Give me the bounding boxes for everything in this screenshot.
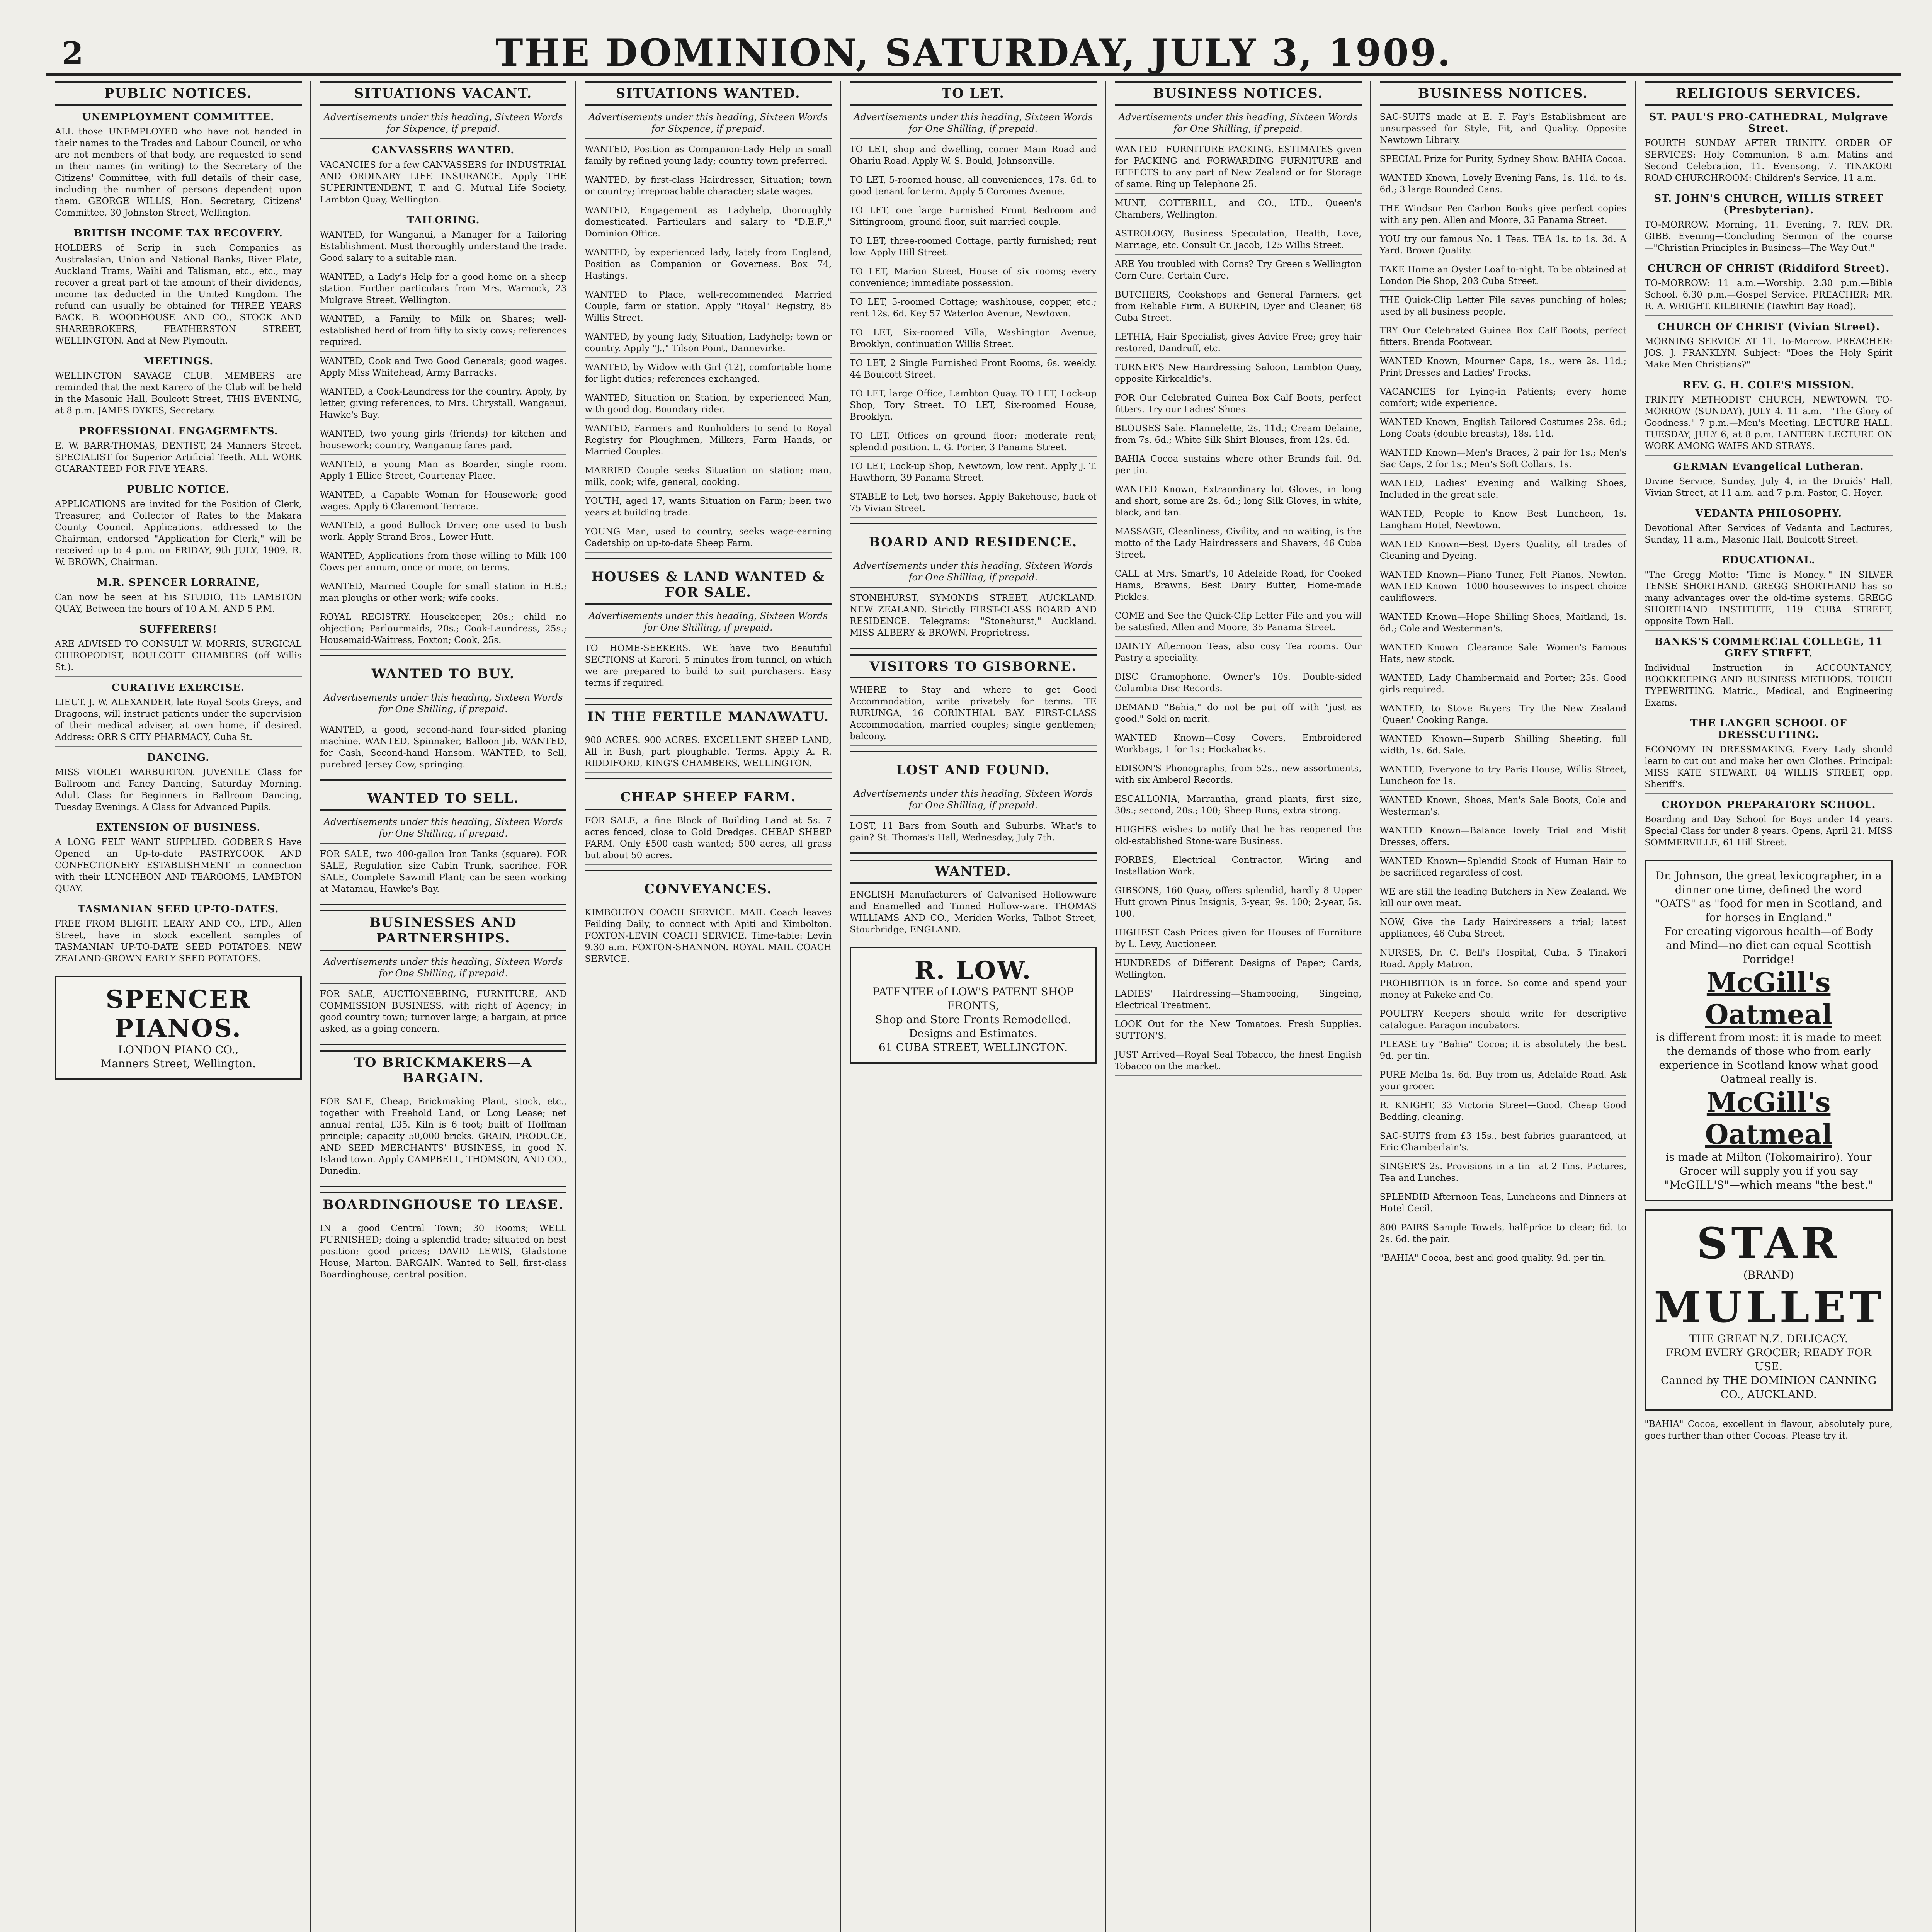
notice-body: WANTED, Position as Companion-Lady Help in small family by refined young lady; country town preferred. bbox=[585, 144, 832, 170]
section-body: WHERE to Stay and where to get Good Accommodation, write privately for terms. TE RURUNGA, 16 CORINTHIAL BAY. FIRST-CLASS Accommodation, married couples; single gentlemen; balcony. bbox=[850, 684, 1097, 746]
notice-body: ECONOMY IN DRESSMAKING. Every Lady should learn to cut out and make her own Clothes. Principal: MISS KATE STEWART, 84 WILLIS STREET, opp. Sheriff's. bbox=[1645, 744, 1893, 794]
notice-title: BRITISH INCOME TAX RECOVERY. bbox=[73, 228, 283, 239]
notice-body: WANTED Known—Balance lovely Trial and Misfit Dresses, offers. bbox=[1380, 825, 1627, 852]
section-body: FOR SALE, two 400-gallon Iron Tanks (square). FOR SALE, Regulation size Cabin Trunk, sacrifice. FOR SALE, Complete Sawmill Plant; can be seen working at Matamau, Hawke's Bay. bbox=[320, 849, 567, 898]
section-rule bbox=[850, 648, 1097, 649]
notice-body: PURE Melba 1s. 6d. Buy from us, Adelaide Road. Ask your grocer. bbox=[1380, 1069, 1627, 1096]
section-header: BOARDINGHOUSE TO LEASE. bbox=[320, 1192, 567, 1217]
notice-body: BUTCHERS, Cookshops and General Farmers, get from Reliable Firm. A BURFIN, Dyer and Cleaner, 68 Cuba Street. bbox=[1115, 289, 1362, 327]
ad-title-2: McGill's Oatmeal bbox=[1705, 1086, 1832, 1150]
notice-body: NOW, Give the Lady Hairdressers a trial; latest appliances, 46 Cuba Street. bbox=[1380, 917, 1627, 943]
notice-body: SAC-SUITS made at E. F. Fay's Establishment are unsurpassed for Style, Fit, and Quality. Opposite Newtown Library. bbox=[1380, 111, 1627, 150]
column-subheader: Advertisements under this heading, Sixteen Words for Sixpence, if prepaid. bbox=[320, 111, 567, 139]
notice-body: FOR Our Celebrated Guinea Box Calf Boots, perfect fitters. Try our Ladies' Shoes. bbox=[1115, 392, 1362, 419]
notice-body: ROYAL REGISTRY. Housekeeper, 20s.; child no objection; Parlourmaids, 20s.; Cook-Laundress, 25s.; Housemaid-Waitress, Foxton; Cook, 25s. bbox=[320, 611, 567, 650]
notice-body: WANTED Known—Superb Shilling Sheeting, full width, 1s. 6d. Sale. bbox=[1380, 733, 1627, 760]
notice-title: VEDANTA PHILOSOPHY. bbox=[1695, 508, 1842, 519]
notice-body: "BAHIA" Cocoa, best and good quality. 9d. per tin. bbox=[1380, 1252, 1627, 1267]
ad-line: Designs and Estimates. bbox=[909, 1027, 1037, 1040]
notice-body: WANTED, Cook and Two Good Generals; good wages. Apply Miss Whitehead, Army Barracks. bbox=[320, 355, 567, 382]
section-rule bbox=[320, 1044, 567, 1045]
notice-body: YOU try our famous No. 1 Teas. TEA 1s. to 1s. 3d. A Yard. Brown Quality. bbox=[1380, 233, 1627, 260]
notice-body: DISC Gramophone, Owner's 10s. Double-sided Columbia Disc Records. bbox=[1115, 671, 1362, 698]
notice-body: PLEASE try "Bahia" Cocoa; it is absolutely the best. 9d. per tin. bbox=[1380, 1039, 1627, 1065]
notice-body: VACANCIES for Lying-in Patients; every home comfort; wide experience. bbox=[1380, 386, 1627, 413]
notice-body: HOLDERS of Scrip in such Companies as Australasian, Union and National Banks, River Plate, Auckland Trams, Waihi and Talisman, etc., etc., may recover a great part of the amount of their dividends, income tax deducted in the United Kingdom. The refund can usually be obtained for THREE YEARS BACK. B. WOODHOUSE AND CO., STOCK AND SHAREBROKERS, FEATHERSTON STREET, WELLINGTON. And at New Plymouth. bbox=[55, 242, 302, 350]
notice-body: LIEUT. J. W. ALEXANDER, late Royal Scots Greys, and Dragoons, will instruct patients under the supervision of their medical adviser, at own home, if desired. Address: ORR'S CITY PHARMACY, Cuba St. bbox=[55, 697, 302, 747]
notice-body: TAKE Home an Oyster Loaf to-night. To be obtained at London Pie Shop, 203 Cuba Street. bbox=[1380, 264, 1627, 291]
section-rule bbox=[850, 852, 1097, 854]
notice-title: MEETINGS. bbox=[143, 355, 214, 367]
section-header: VISITORS TO GISBORNE. bbox=[850, 654, 1097, 679]
notice-body: WANTED Known—Men's Braces, 2 pair for 1s.; Men's Sac Caps, 2 for 1s.; Men's Soft Collars, 1s. bbox=[1380, 447, 1627, 474]
column-header: SITUATIONS VACANT. bbox=[320, 81, 567, 106]
notice-body: "BAHIA" Cocoa, excellent in flavour, absolutely pure, goes further than other Cocoas. Please try it. bbox=[1645, 1418, 1893, 1445]
notice-body: MASSAGE, Cleanliness, Civility, and no waiting, is the motto of the Lady Hairdressers and Shavers, 46 Cuba Street. bbox=[1115, 526, 1362, 564]
section-header: BOARD AND RESIDENCE. bbox=[850, 530, 1097, 554]
ad-line: Canned by THE DOMINION CANNING CO., AUCKLAND. bbox=[1661, 1374, 1877, 1401]
notice-body: JUST Arrived—Royal Seal Tobacco, the finest English Tobacco on the market. bbox=[1115, 1049, 1362, 1076]
notice-title: CROYDON PREPARATORY SCHOOL. bbox=[1661, 799, 1876, 811]
ad-title: R. LOW. bbox=[914, 956, 1032, 985]
notice-title: CANVASSERS WANTED. bbox=[372, 145, 515, 156]
notice-body: WANTED Known, English Tailored Costumes 23s. 6d.; Long Coats (double breasts), 18s. 11d. bbox=[1380, 417, 1627, 443]
ad-line: Shop and Store Fronts Remodelled. bbox=[875, 1013, 1071, 1026]
notice-body: WANTED, two young girls (friends) for kitchen and housework; country, Wanganui; fares paid. bbox=[320, 428, 567, 455]
mcgills-oatmeal-ad bbox=[1645, 860, 1893, 1201]
notice-body: TO-MORROW: 11 a.m.—Worship. 2.30 p.m.—Bible School. 6.30 p.m.—Gospel Service. PREACHER: MR. R. A. WRIGHT. KILBIRNIE (Tawhiri Bay Road). bbox=[1645, 277, 1893, 316]
ad-title: SPENCER PIANOS. bbox=[105, 985, 251, 1043]
notice-body: THE Quick-Clip Letter File saves punching of holes; used by all business people. bbox=[1380, 294, 1627, 321]
section-subheader: Advertisements under this heading, Sixteen Words for One Shilling, if prepaid. bbox=[320, 956, 567, 984]
display-advertisement bbox=[55, 976, 302, 1080]
notice-body: ARE ADVISED TO CONSULT W. MORRIS, SURGICAL CHIROPODIST, BOULCOTT CHAMBERS (off Willis St.). bbox=[55, 638, 302, 677]
notice-title: DANCING. bbox=[147, 752, 210, 764]
notice-body: WE are still the leading Butchers in New Zealand. We kill our own meat. bbox=[1380, 886, 1627, 913]
notice-body: DEMAND "Bahia," do not be put off with "just as good." Sold on merit. bbox=[1115, 702, 1362, 728]
notice-body: WANTED Known, Lovely Evening Fans, 1s. 11d. to 4s. 6d.; 3 large Rounded Cans. bbox=[1380, 172, 1627, 199]
section-body: WANTED, a good, second-hand four-sided planing machine. WANTED, Spinnaker, Balloon Jib. WANTED, for Cash, Second-hand Hansom. WANTED, to Sell, purebred Jersey Cow, springing. bbox=[320, 724, 567, 774]
section-rule bbox=[850, 751, 1097, 752]
ad-line: Dr. Johnson, the great lexicographer, in a dinner one time, defined the word "OATS" as "food for men in Scotland, and for horses in England." bbox=[1655, 869, 1883, 924]
section-header: WANTED TO BUY. bbox=[320, 662, 567, 686]
section-header: IN THE FERTILE MANAWATU. bbox=[585, 704, 832, 729]
notice-body: TO LET, 5-roomed house, all conveniences, 17s. 6d. to good tenant for term. Apply 5 Coromes Avenue. bbox=[850, 174, 1097, 201]
notice-body: ESCALLONIA, Marrantha, grand plants, first size, 30s.; second, 20s.; 100; Sheep Runs, extra strong. bbox=[1115, 793, 1362, 820]
notice-body: WANTED, Married Couple for small station in H.B.; man ploughs or other work; wife cooks. bbox=[320, 581, 567, 607]
notice-body: HUGHES wishes to notify that he has reopened the old-established Stone-ware Business. bbox=[1115, 824, 1362, 850]
notice-body: WANTED, a Capable Woman for Housework; good wages. Apply 6 Claremont Terrace. bbox=[320, 489, 567, 516]
notice-body: WANTED, a good Bullock Driver; one used to bush work. Apply Strand Bros., Lower Hutt. bbox=[320, 520, 567, 546]
notice-body: MISS VIOLET WARBURTON. JUVENILE Class for Ballroom and Fancy Dancing, Saturday Morning. Adult Class for Beginners in Ballroom Dancing, Tuesday Evenings. A Class for Advanced Pupils. bbox=[55, 767, 302, 816]
notice-title: EDUCATIONAL. bbox=[1722, 554, 1816, 566]
section-body: 900 ACRES. 900 ACRES. EXCELLENT SHEEP LAND, All in Bush, part ploughable. Terms. Apply A. R. RIDDIFORD, KING'S CHAMBERS, WELLINGTON. bbox=[585, 735, 832, 773]
ad-title: STAR bbox=[1697, 1218, 1841, 1268]
notice-body: WANTED Known—Clearance Sale—Women's Famous Hats, new stock. bbox=[1380, 642, 1627, 668]
ad-line: Manners Street, Wellington. bbox=[100, 1057, 256, 1070]
notice-body: COME and See the Quick-Clip Letter File and you will be satisfied. Allen and Moore, 35 Panama Street. bbox=[1115, 610, 1362, 637]
notice-body: EDISON'S Phonographs, from 52s., new assortments, with six Amberol Records. bbox=[1115, 763, 1362, 789]
notice-body: TO LET, Six-roomed Villa, Washington Avenue, Brooklyn, continuation Willis Street. bbox=[850, 327, 1097, 354]
notice-body: WANTED, a young Man as Boarder, single room. Apply 1 Ellice Street, Courtenay Place. bbox=[320, 459, 567, 485]
notice-body: WANTED, by experienced lady, lately from England, Position as Companion or Governess. Box 74, Hastings. bbox=[585, 247, 832, 285]
notice-body: WANTED Known, Mourner Caps, 1s., were 2s. 11d.; Print Dresses and Ladies' Frocks. bbox=[1380, 355, 1627, 382]
notice-body: TO LET, shop and dwelling, corner Main Road and Ohariu Road. Apply W. S. Bould, Johnsonville. bbox=[850, 144, 1097, 170]
notice-body: WANTED, People to Know Best Luncheon, 1s. Langham Hotel, Newtown. bbox=[1380, 508, 1627, 535]
star-mullet-ad bbox=[1645, 1209, 1893, 1411]
notice-body: TO LET, one large Furnished Front Bedroom and Sittingroom, ground floor, suit married couple. bbox=[850, 205, 1097, 231]
section-body: ENGLISH Manufacturers of Galvanised Hollowware and Enamelled and Tinned Hollow-ware. THOMAS WILLIAMS AND CO., Meriden Works, Talbot Street, Stourbridge, ENGLAND. bbox=[850, 889, 1097, 939]
notice-body: POULTRY Keepers should write for descriptive catalogue. Paragon incubators. bbox=[1380, 1008, 1627, 1035]
notice-body: E. W. BARR-THOMAS, DENTIST, 24 Manners Street. SPECIALIST for Superior Artificial Teeth. ALL WORK GUARANTEED FOR FIVE YEARS. bbox=[55, 440, 302, 478]
notice-body: WANTED, for Wanganui, a Manager for a Tailoring Establishment. Must thoroughly understand the trade. Good salary to a suitable man. bbox=[320, 229, 567, 267]
section-body: KIMBOLTON COACH SERVICE. MAIL Coach leaves Feilding Daily, to connect with Apiti and Kimbolton. FOXTON-LEVIN COACH SERVICE. Time-table: Levin 9.30 a.m. FOXTON-SHANNON. ROYAL MAIL COACH SERVICE. bbox=[585, 907, 832, 968]
display-advertisement bbox=[850, 947, 1097, 1064]
column-header: RELIGIOUS SERVICES. bbox=[1645, 81, 1893, 106]
masthead bbox=[46, 23, 1901, 76]
section-header: CHEAP SHEEP FARM. bbox=[585, 785, 832, 810]
section-rule bbox=[320, 655, 567, 656]
notice-body: TURNER'S New Hairdressing Saloon, Lambton Quay, opposite Kirkcaldie's. bbox=[1115, 362, 1362, 388]
notice-body: 800 PAIRS Sample Towels, half-price to clear; 6d. to 2s. 6d. the pair. bbox=[1380, 1222, 1627, 1248]
notice-body: Individual Instruction in ACCOUNTANCY, BOOKKEEPING AND BUSINESS METHODS. TOUCH TYPEWRITING. Matric., Medical, and Engineering Exams. bbox=[1645, 662, 1893, 712]
column-4 bbox=[841, 81, 1106, 1932]
ad-line: For creating vigorous health—of Body and Mind—no diet can equal Scottish Porridge! bbox=[1664, 925, 1873, 966]
notice-body: TO LET, Offices on ground floor; moderate rent; splendid position. L. G. Porter, 3 Panama Street. bbox=[850, 430, 1097, 457]
masthead-title: THE DOMINION, SATURDAY, JULY 3, 1909. bbox=[495, 31, 1452, 75]
section-header: HOUSES & LAND WANTED & FOR SALE. bbox=[585, 565, 832, 605]
column-subheader: Advertisements under this heading, Sixteen Words for One Shilling, if prepaid. bbox=[850, 111, 1097, 139]
notice-body: BAHIA Cocoa sustains where other Brands fail. 9d. per tin. bbox=[1115, 453, 1362, 480]
notice-body: MORNING SERVICE AT 11. To-Morrow. PREACHER: JOS. J. FRANKLYN. Subject: "Does the Holy Spirit Make Men Christians?" bbox=[1645, 336, 1893, 374]
ad-line: 61 CUBA STREET, WELLINGTON. bbox=[878, 1041, 1068, 1054]
column-7 bbox=[1636, 81, 1901, 1932]
notice-body: SPLENDID Afternoon Teas, Luncheons and Dinners at Hotel Cecil. bbox=[1380, 1191, 1627, 1218]
section-rule bbox=[850, 523, 1097, 524]
notice-body: WANTED, a Cook-Laundress for the country. Apply, by letter, giving references, to Mrs. Chrystall, Wanganui, Hawke's Bay. bbox=[320, 386, 567, 424]
notice-body: BLOUSES Sale. Flannelette, 2s. 11d.; Cream Delaine, from 7s. 6d.; White Silk Shirt Blouses, from 12s. 6d. bbox=[1115, 423, 1362, 449]
notice-body: VACANCIES for a few CANVASSERS for INDUSTRIAL AND ORDINARY LIFE INSURANCE. Apply THE SUPERINTENDENT, T. and G. Mutual Life Society, Lambton Quay, Wellington. bbox=[320, 159, 567, 209]
notice-title: THE LANGER SCHOOL OF DRESSCUTTING. bbox=[1690, 718, 1847, 741]
notice-body: WANTED, by first-class Hairdresser, Situation; town or country; irreproachable character; state wages. bbox=[585, 174, 832, 201]
notice-body: WELLINGTON SAVAGE CLUB. MEMBERS are reminded that the next Karero of the Club will be held in the Masonic Hall, Boulcott Street, THIS EVENING, at 8 p.m. JAMES DYKES, Secretary. bbox=[55, 370, 302, 420]
notice-body: SINGER'S 2s. Provisions in a tin—at 2 Tins. Pictures, Tea and Lunches. bbox=[1380, 1161, 1627, 1187]
notice-title: CURATIVE EXERCISE. bbox=[112, 682, 245, 694]
notice-body: A LONG FELT WANT SUPPLIED. GODBER'S Have Opened an Up-to-date PASTRYCOOK AND CONFECTIONERY ESTABLISHMENT in connection with their LUNCHEON AND TEAROOMS, LAMBTON QUAY. bbox=[55, 837, 302, 898]
notice-body: MUNT, COTTERILL, and CO., LTD., Queen's Chambers, Wellington. bbox=[1115, 197, 1362, 224]
notice-body: WANTED Known, Shoes, Men's Sale Boots, Cole and Westerman's. bbox=[1380, 794, 1627, 821]
notice-title: GERMAN Evangelical Lutheran. bbox=[1673, 461, 1864, 473]
section-rule bbox=[320, 779, 567, 781]
notice-body: Can now be seen at his STUDIO, 115 LAMBTON QUAY, Between the hours of 10 A.M. AND 5 P.M. bbox=[55, 592, 302, 618]
ad-line: is made at Milton (Tokomairiro). Your Grocer will supply you if you say "McGILL'S"—which means "the best." bbox=[1664, 1151, 1873, 1191]
notice-body: WANTED, to Stove Buyers—Try the New Zealand 'Queen' Cooking Range. bbox=[1380, 703, 1627, 730]
notice-body: DAINTY Afternoon Teas, also cosy Tea rooms. Our Pastry a speciality. bbox=[1115, 641, 1362, 667]
section-header: LOST AND FOUND. bbox=[850, 758, 1097, 782]
notice-body: YOUTH, aged 17, wants Situation on Farm; been two years at building trade. bbox=[585, 495, 832, 522]
notice-body: TO LET, Lock-up Shop, Newtown, low rent. Apply J. T. Hawthorn, 39 Panama Street. bbox=[850, 461, 1097, 487]
notice-body: PROHIBITION is in force. So come and spend your money at Pakeke and Co. bbox=[1380, 978, 1627, 1004]
notice-title: CHURCH OF CHRIST (Riddiford Street). bbox=[1647, 263, 1890, 274]
notice-body: WANTED, Engagement as Ladyhelp, thoroughly domesticated. Particulars and salary to "D.E.F.," Dominion Office. bbox=[585, 205, 832, 243]
notice-title: BANKS'S COMMERCIAL COLLEGE, 11 GREY STREET. bbox=[1654, 636, 1883, 659]
notice-body: HUNDREDS of Different Designs of Paper; Cards, Wellington. bbox=[1115, 957, 1362, 984]
notice-title: SUFFERERS! bbox=[139, 624, 218, 635]
notice-body: WANTED Known—Hope Shilling Shoes, Maitland, 1s. 6d.; Cole and Westerman's. bbox=[1380, 611, 1627, 638]
notice-body: ASTROLOGY, Business Speculation, Health, Love, Marriage, etc. Consult Cr. Jacob, 125 Willis Street. bbox=[1115, 228, 1362, 255]
ad-line: PATENTEE of LOW'S PATENT SHOP FRONTS, bbox=[872, 985, 1074, 1012]
ad-title: McGill's Oatmeal bbox=[1705, 966, 1832, 1031]
notice-body: ALL those UNEMPLOYED who have not handed in their names to the Trades and Labour Council, or who are not members of that body, are requested to send in their names (in writing) to the Secretary of the Citizens' Committee, with full details of their case, including the number of persons dependent upon them. GEORGE WILLIS, Hon. Secretary, Citizens' Committee, 30 Johnston Street, Wellington. bbox=[55, 126, 302, 222]
notice-body: WANTED Known—Piano Tuner, Felt Pianos, Newton. WANTED Known—1000 housewives to inspect choice cauliflowers. bbox=[1380, 569, 1627, 607]
notice-body: NURSES, Dr. C. Bell's Hospital, Cuba, 5 Tinakori Road. Apply Matron. bbox=[1380, 947, 1627, 974]
columns-container bbox=[46, 81, 1901, 1932]
notice-body: WANTED—FURNITURE PACKING. ESTIMATES given for PACKING and FORWARDING FURNITURE and EFFECTS to any part of New Zealand or for Storage of same. Ring up Telephone 25. bbox=[1115, 144, 1362, 194]
notice-title: UNEMPLOYMENT COMMITTEE. bbox=[82, 111, 275, 123]
column-header: SITUATIONS WANTED. bbox=[585, 81, 832, 106]
notice-title: M.R. SPENCER LORRAINE, bbox=[97, 577, 260, 588]
ad-brand: (BRAND) bbox=[1743, 1269, 1794, 1281]
notice-body: WANTED, by young lady, Situation, Ladyhelp; town or country. Apply "J.," Tilson Point, Dannevirke. bbox=[585, 331, 832, 358]
notice-title: PUBLIC NOTICE. bbox=[127, 484, 230, 495]
section-rule bbox=[585, 870, 832, 871]
section-header: CONVEYANCES. bbox=[585, 877, 832, 901]
notice-title: ST. PAUL'S PRO-CATHEDRAL, Mulgrave Street. bbox=[1649, 111, 1888, 134]
section-body: FOR SALE, a fine Block of Building Land at 5s. 7 acres fenced, close to Gold Dredges. CHEAP SHEEP FARM. Only £500 cash wanted; 500 acres, all grass but about 50 acres. bbox=[585, 815, 832, 865]
notice-body: GIBSONS, 160 Quay, offers splendid, hardly 8 Upper Hutt grown Pinus Insignis, 3-year, 9s. 100; 2-year, 5s. 100. bbox=[1115, 885, 1362, 923]
notice-body: TO LET, 2 Single Furnished Front Rooms, 6s. weekly. 44 Boulcott Street. bbox=[850, 357, 1097, 384]
section-subheader: Advertisements under this heading, Sixteen Words for One Shilling, if prepaid. bbox=[850, 788, 1097, 816]
column-6 bbox=[1371, 81, 1636, 1932]
notice-body: WANTED, Situation on Station, by experienced Man, with good dog. Boundary rider. bbox=[585, 392, 832, 419]
notice-body: STABLE to Let, two horses. Apply Bakehouse, back of 75 Vivian Street. bbox=[850, 491, 1097, 518]
notice-body: SPECIAL Prize for Purity, Sydney Show. BAHIA Cocoa. bbox=[1380, 153, 1627, 168]
notice-body: WANTED, Lady Chambermaid and Porter; 25s. Good girls required. bbox=[1380, 672, 1627, 699]
section-rule bbox=[585, 778, 832, 779]
notice-body: WANTED Known, Extraordinary lot Gloves, in long and short, some are 2s. 6d.; long Silk Gloves, in white, black, and tan. bbox=[1115, 484, 1362, 522]
section-rule bbox=[585, 558, 832, 559]
column-5 bbox=[1106, 81, 1371, 1932]
notice-body: ARE You troubled with Corns? Try Green's Wellington Corn Cure. Certain Cure. bbox=[1115, 259, 1362, 285]
notice-body: WANTED Known—Cosy Covers, Embroidered Workbags, 1 for 1s.; Hockabacks. bbox=[1115, 732, 1362, 759]
notice-body: WANTED, Applications from those willing to Milk 100 Cows per annum, once or more, on terms. bbox=[320, 550, 567, 577]
section-body: FOR SALE, AUCTIONEERING, FURNITURE, AND COMMISSION BUSINESS, with right of Agency; in good country town; turnover large; a bargain, at price asked, as a going concern. bbox=[320, 988, 567, 1038]
notice-body: WANTED, by Widow with Girl (12), comfortable home for light duties; references exchanged. bbox=[585, 362, 832, 388]
notice-body: TO LET, 5-roomed Cottage; washhouse, copper, etc.; rent 12s. 6d. Key 57 Waterloo Avenue, Newtown. bbox=[850, 296, 1097, 323]
notice-title: PROFESSIONAL ENGAGEMENTS. bbox=[78, 425, 278, 437]
notice-title: ST. JOHN'S CHURCH, WILLIS STREET (Presbyterian). bbox=[1654, 193, 1883, 216]
column-header: PUBLIC NOTICES. bbox=[55, 81, 302, 106]
notice-body: SAC-SUITS from £3 15s., best fabrics guaranteed, at Eric Chamberlain's. bbox=[1380, 1130, 1627, 1157]
notice-body: WANTED to Place, well-recommended Married Couple, farm or station. Apply "Royal" Registry, 85 Willis Street. bbox=[585, 289, 832, 327]
column-header: TO LET. bbox=[850, 81, 1097, 106]
section-subheader: Advertisements under this heading, Sixteen Words for One Shilling, if prepaid. bbox=[850, 560, 1097, 588]
section-body: STONEHURST, SYMONDS STREET, AUCKLAND. NEW ZEALAND. Strictly FIRST-CLASS BOARD AND RESIDENCE. Telegrams: "Stonehurst," Auckland. MISS ALBERY & BROWN, Proprietress. bbox=[850, 592, 1097, 642]
notice-body: HIGHEST Cash Prices given for Houses of Furniture by L. Levy, Auctioneer. bbox=[1115, 927, 1362, 954]
notice-body: WANTED, a Lady's Help for a good home on a sheep station. Further particulars from Mrs. Warnock, 23 Mulgrave Street, Wellington. bbox=[320, 271, 567, 310]
notice-body: TO-MORROW. Morning, 11. Evening, 7. REV. DR. GIBB. Evening—Concluding Sermon of the course—"Christian Principles in Business—The Way Out." bbox=[1645, 219, 1893, 257]
notice-body: TRINITY METHODIST CHURCH, NEWTOWN. TO-MORROW (SUNDAY), JULY 4. 11 a.m.—"The Glory of Goodness." 7 p.m.—Men's Meeting. LECTURE HALL. TUESDAY, JULY 6, at 8 p.m. LANTERN LECTURE ON WORK AMONG WAIFS AND STRAYS. bbox=[1645, 394, 1893, 456]
section-rule bbox=[585, 698, 832, 699]
section-subheader: Advertisements under this heading, Sixteen Words for One Shilling, if prepaid. bbox=[320, 816, 567, 844]
notice-body: WANTED Known—Splendid Stock of Human Hair to be sacrificed regardless of cost. bbox=[1380, 855, 1627, 882]
notice-title: TAILORING. bbox=[406, 214, 480, 226]
section-rule bbox=[320, 1186, 567, 1187]
notice-body: "The Gregg Motto: 'Time is Money.'" IN SILVER TENSE SHORTHAND. GREGG SHORTHAND has so many advantages over the old-time systems. GREGG SHORTHAND INSTITUTE, 119 CUBA STREET, opposite Town Hall. bbox=[1645, 569, 1893, 631]
notice-body: LETHIA, Hair Specialist, gives Advice Free; grey hair restored, Dandruff, etc. bbox=[1115, 331, 1362, 358]
ad-product: MULLET bbox=[1654, 1282, 1885, 1332]
column-header: BUSINESS NOTICES. bbox=[1380, 81, 1627, 106]
notice-title: REV. G. H. COLE'S MISSION. bbox=[1682, 379, 1855, 391]
notice-title: CHURCH OF CHRIST (Vivian Street). bbox=[1657, 321, 1880, 333]
section-body: IN a good Central Town; 30 Rooms; WELL FURNISHED; doing a splendid trade; situated on best position; good prices; DAVID LEWIS, Gladstone House, Marton. BARGAIN. Wanted to Sell, first-class Boardinghouse, central position. bbox=[320, 1223, 567, 1284]
notice-body: R. KNIGHT, 33 Victoria Street—Good, Cheap Good Bedding, cleaning. bbox=[1380, 1100, 1627, 1126]
section-body: FOR SALE, Cheap, Brickmaking Plant, stock, etc., together with Freehold Land, or Long Lease; net annual rental, £35. Kiln is 6 foot; built of Hoffman principle; capacity 50,000 bricks. GRAIN, PRODUCE, AND SEED MERCHANTS' BUSINESS, in good N. Island town. Apply CAMPBELL, THOMSON, AND CO., Dunedin. bbox=[320, 1096, 567, 1180]
notice-body: FORBES, Electrical Contractor, Wiring and Installation Work. bbox=[1115, 854, 1362, 881]
section-rule bbox=[320, 904, 567, 905]
ad-line: LONDON PIANO CO., bbox=[118, 1043, 239, 1056]
section-header: TO BRICKMAKERS—A BARGAIN. bbox=[320, 1050, 567, 1090]
notice-body: TRY Our Celebrated Guinea Box Calf Boots, perfect fitters. Brenda Footwear. bbox=[1380, 325, 1627, 352]
notice-body: Divine Service, Sunday, July 4, in the Druids' Hall, Vivian Street, at 11 a.m. and 7 p.m. Pastor, G. Hoyer. bbox=[1645, 476, 1893, 502]
section-header: WANTED. bbox=[850, 859, 1097, 884]
notice-body: FOURTH SUNDAY AFTER TRINITY. ORDER OF SERVICES: Holy Communion, 8 a.m. Matins and Second Celebration, 11. Evensong, 7. TINAKORI ROAD CHURCHROOM: Children's Service, 11 a.m. bbox=[1645, 138, 1893, 187]
section-body: TO HOME-SEEKERS. WE have two Beautiful SECTIONS at Karori, 5 minutes from tunnel, on which we are prepared to build to suit purchasers. Easy terms if required. bbox=[585, 643, 832, 692]
ad-tagline: THE GREAT N.Z. DELICACY. bbox=[1689, 1332, 1848, 1345]
ad-line: is different from most: it is made to meet the demands of those who from early experience in Scotland know what good Oatmeal really is. bbox=[1656, 1031, 1881, 1085]
notice-title: EXTENSION OF BUSINESS. bbox=[96, 822, 261, 833]
section-subheader: Advertisements under this heading, Sixteen Words for One Shilling, if prepaid. bbox=[585, 610, 832, 638]
column-3 bbox=[576, 81, 841, 1932]
section-header: BUSINESSES AND PARTNERSHIPS. bbox=[320, 910, 567, 951]
notice-body: WANTED, Farmers and Runholders to send to Royal Registry for Ploughmen, Milkers, Farm Hands, or Married Couples. bbox=[585, 423, 832, 461]
column-2 bbox=[311, 81, 577, 1932]
section-subheader: Advertisements under this heading, Sixteen Words for One Shilling, if prepaid. bbox=[320, 692, 567, 719]
notice-body: WANTED, a Family, to Milk on Shares; well-established herd of from fifty to sixty cows; references required. bbox=[320, 313, 567, 352]
page-number: 2 bbox=[62, 35, 83, 71]
notice-body: YOUNG Man, used to country, seeks wage-earning Cadetship on up-to-date Sheep Farm. bbox=[585, 526, 832, 553]
notice-body: Devotional After Services of Vedanta and Lectures, Sunday, 11 a.m., Masonic Hall, Boulcott Street. bbox=[1645, 522, 1893, 549]
notice-body: WANTED Known—Best Dyers Quality, all trades of Cleaning and Dyeing. bbox=[1380, 539, 1627, 565]
notice-body: WANTED, Ladies' Evening and Walking Shoes, Included in the great sale. bbox=[1380, 478, 1627, 504]
column-subheader: Advertisements under this heading, Sixteen Words for One Shilling, if prepaid. bbox=[1115, 111, 1362, 139]
column-header: BUSINESS NOTICES. bbox=[1115, 81, 1362, 106]
section-body: LOST, 11 Bars from South and Suburbs. What's to gain? St. Thomas's Hall, Wednesday, July 7th. bbox=[850, 820, 1097, 847]
ad-line: FROM EVERY GROCER; READY FOR USE. bbox=[1665, 1346, 1872, 1373]
notice-body: LADIES' Hairdressing—Shampooing, Singeing, Electrical Treatment. bbox=[1115, 988, 1362, 1015]
column-1 bbox=[46, 81, 311, 1932]
notice-body: WANTED, Everyone to try Paris House, Willis Street, Luncheon for 1s. bbox=[1380, 764, 1627, 791]
notice-body: APPLICATIONS are invited for the Position of Clerk, Treasurer, and Collector of Rates to the Makara County Council. Applications, addressed to the Chairman, endorsed "Application for Clerk," will be received up to 4 p.m. on FRIDAY, 9th JULY, 1909. R. W. BROWN, Chairman. bbox=[55, 498, 302, 571]
notice-body: THE Windsor Pen Carbon Books give perfect copies with any pen. Allen and Moore, 35 Panama Street. bbox=[1380, 203, 1627, 230]
notice-title: TASMANIAN SEED UP-TO-DATES. bbox=[78, 903, 279, 915]
column-subheader: Advertisements under this heading, Sixteen Words for Sixpence, if prepaid. bbox=[585, 111, 832, 139]
notice-body: Boarding and Day School for Boys under 14 years. Special Class for under 8 years. Opens, April 21. MISS SOMMERVILLE, 61 Hill Street. bbox=[1645, 814, 1893, 852]
notice-body: MARRIED Couple seeks Situation on station; man, milk, cook; wife, general, cooking. bbox=[585, 465, 832, 492]
notice-body: TO LET, three-roomed Cottage, partly furnished; rent low. Apply Hill Street. bbox=[850, 235, 1097, 262]
notice-body: CALL at Mrs. Smart's, 10 Adelaide Road, for Cooked Hams, Brawns, Best Dairy Butter, Home-made Pickles. bbox=[1115, 568, 1362, 606]
notice-body: LOOK Out for the New Tomatoes. Fresh Supplies. SUTTON'S. bbox=[1115, 1019, 1362, 1045]
section-header: WANTED TO SELL. bbox=[320, 786, 567, 811]
notice-body: TO LET, Marion Street, House of six rooms; every convenience; immediate possession. bbox=[850, 266, 1097, 293]
notice-body: FREE FROM BLIGHT. LEARY AND CO., LTD., Allen Street, have in stock excellent samples of TASMANIAN UP-TO-DATE SEED POTATOES. NEW ZEALAND-GROWN EARLY SEED POTATOES. bbox=[55, 918, 302, 968]
notice-body: TO LET, large Office, Lambton Quay. TO LET, Lock-up Shop, Tory Street. TO LET, Six-roomed House, Brooklyn. bbox=[850, 388, 1097, 426]
